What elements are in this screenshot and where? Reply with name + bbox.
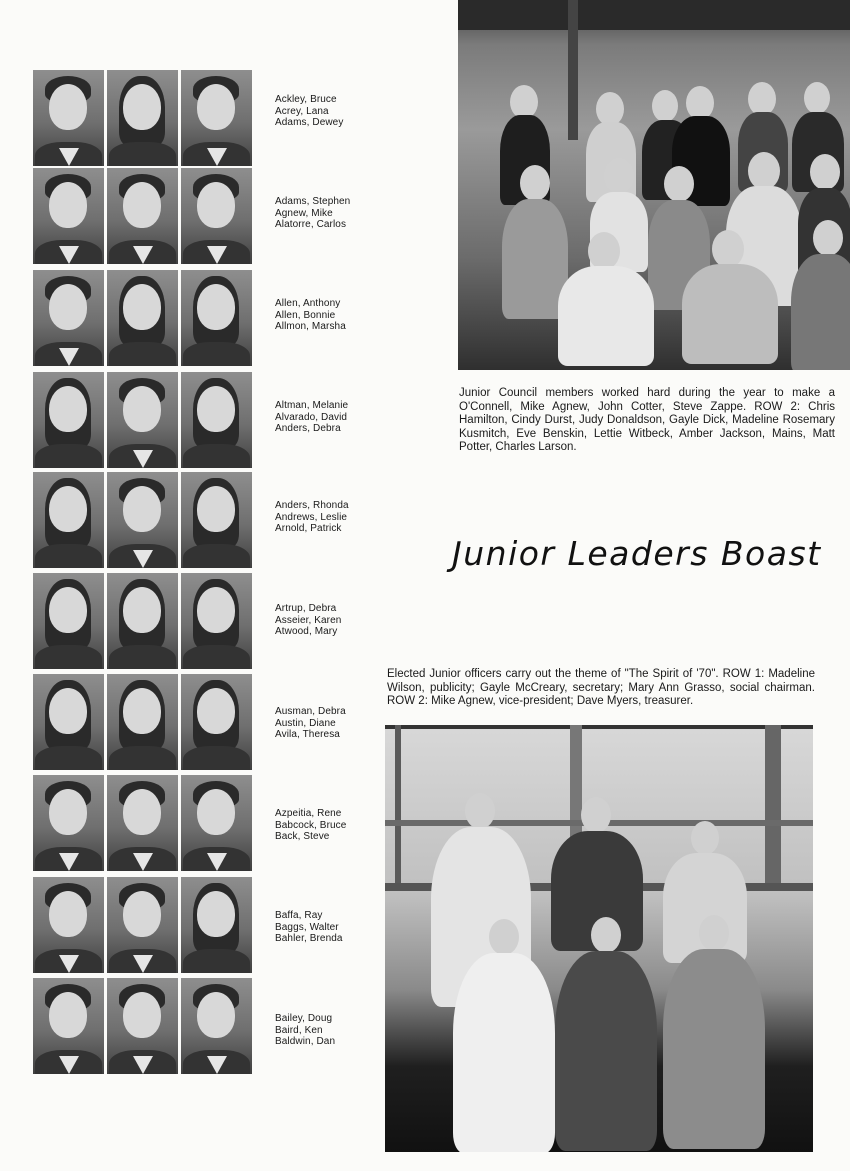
portrait-names [275, 94, 375, 129]
portrait-photo [33, 472, 104, 568]
student-name: Asseier, Karen [275, 614, 342, 626]
portrait-row [33, 372, 363, 470]
student-name: Agnew, Mike [275, 207, 333, 219]
portrait-photo [181, 372, 252, 468]
page-headline: Junior Leaders Boast [452, 534, 822, 573]
portrait-row [33, 168, 363, 266]
student-name: Anders, Rhonda [275, 500, 349, 511]
student-name: Anders, Debra [275, 423, 341, 434]
student-name: Baffa, Ray [275, 910, 323, 921]
student-name: Bahler, Brenda [275, 933, 343, 944]
student-name: Allen, Anthony [275, 298, 341, 309]
student-name: Azpeitia, Rene [275, 808, 342, 819]
portrait-row [33, 472, 363, 570]
student-name: Baldwin, Dan [275, 1036, 336, 1047]
portrait-names [275, 500, 375, 535]
junior-officers-photo [385, 725, 813, 1152]
portrait-photo [181, 168, 252, 264]
portrait-photo [107, 168, 178, 264]
student-name: Alatorre, Carlos [275, 219, 347, 230]
student-name: Adams, Dewey [275, 117, 344, 128]
portrait-photo [33, 674, 104, 770]
portrait-photo [181, 573, 252, 669]
portrait-photo [107, 372, 178, 468]
student-name: Alvarado, David [275, 411, 348, 423]
student-name: Babcock, Bruce [275, 819, 347, 831]
student-name: Avila, Theresa [275, 729, 340, 740]
portrait-photo [33, 270, 104, 366]
junior-council-photo [458, 0, 850, 370]
portrait-photo [33, 877, 104, 973]
portrait-photo [33, 372, 104, 468]
portrait-row [33, 270, 363, 368]
portrait-names [275, 298, 375, 333]
portrait-names [275, 196, 375, 231]
portrait-row [33, 573, 363, 671]
portrait-row [33, 978, 363, 1076]
portrait-photo [181, 472, 252, 568]
student-name: Andrews, Leslie [275, 511, 348, 523]
portrait-photo [33, 168, 104, 264]
portrait-names [275, 603, 375, 638]
portrait-photo [181, 978, 252, 1074]
portrait-photo [107, 270, 178, 366]
student-name: Baggs, Walter [275, 921, 339, 933]
portrait-photo [107, 472, 178, 568]
portrait-row [33, 674, 363, 772]
portrait-row [33, 70, 363, 168]
student-name: Atwood, Mary [275, 626, 338, 637]
portrait-photo [107, 573, 178, 669]
student-name: Adams, Stephen [275, 196, 351, 207]
student-name: Ausman, Debra [275, 706, 346, 717]
student-name: Baird, Ken [275, 1024, 323, 1036]
student-name: Altman, Melanie [275, 400, 349, 411]
portrait-photo [181, 270, 252, 366]
portrait-row [33, 877, 363, 975]
portrait-photo [181, 877, 252, 973]
student-name: Acrey, Lana [275, 105, 329, 117]
student-name: Allmon, Marsha [275, 321, 346, 332]
council-caption: Junior Council members worked hard during the year to make a O'Connell, Mike Agnew, John Cotter, Steve Zappe. ROW 2: Chris Hamilton, Cindy Durst, Judy Donaldson, Gayle Dick, Madeline Rosemary Kusmitch, Eve Benskin, Lettie Witbeck, Amber Jackson, Mains, Matt Potter, Charles Larson. [459, 387, 835, 453]
portrait-names [275, 400, 375, 435]
portrait-photo [33, 978, 104, 1074]
portrait-names [275, 808, 375, 843]
portrait-names [275, 910, 375, 945]
portrait-photo [107, 877, 178, 973]
student-name: Allen, Bonnie [275, 309, 336, 321]
portrait-photo [107, 70, 178, 166]
portrait-row [33, 775, 363, 873]
portrait-photo [181, 674, 252, 770]
portrait-photo [33, 70, 104, 166]
portrait-photo [107, 674, 178, 770]
portrait-names [275, 1013, 375, 1048]
student-name: Ackley, Bruce [275, 94, 337, 105]
portrait-photo [181, 70, 252, 166]
portrait-photo [107, 775, 178, 871]
portrait-photo [181, 775, 252, 871]
portrait-names [275, 706, 375, 741]
officers-caption: Elected Junior officers carry out the theme of "The Spirit of '70". ROW 1: Madeline Wilson, publicity; Gayle McCreary, secretary; Mary Ann Grasso, social chairman. ROW 2: Mike Agnew, vice-president; Dave Myers, treasurer. [387, 668, 815, 707]
student-name: Back, Steve [275, 831, 330, 842]
student-name: Arnold, Patrick [275, 523, 342, 534]
portrait-photo [33, 775, 104, 871]
student-name: Artrup, Debra [275, 603, 337, 614]
portrait-photo [107, 978, 178, 1074]
student-name: Austin, Diane [275, 717, 336, 729]
portrait-photo [33, 573, 104, 669]
student-name: Bailey, Doug [275, 1013, 333, 1024]
